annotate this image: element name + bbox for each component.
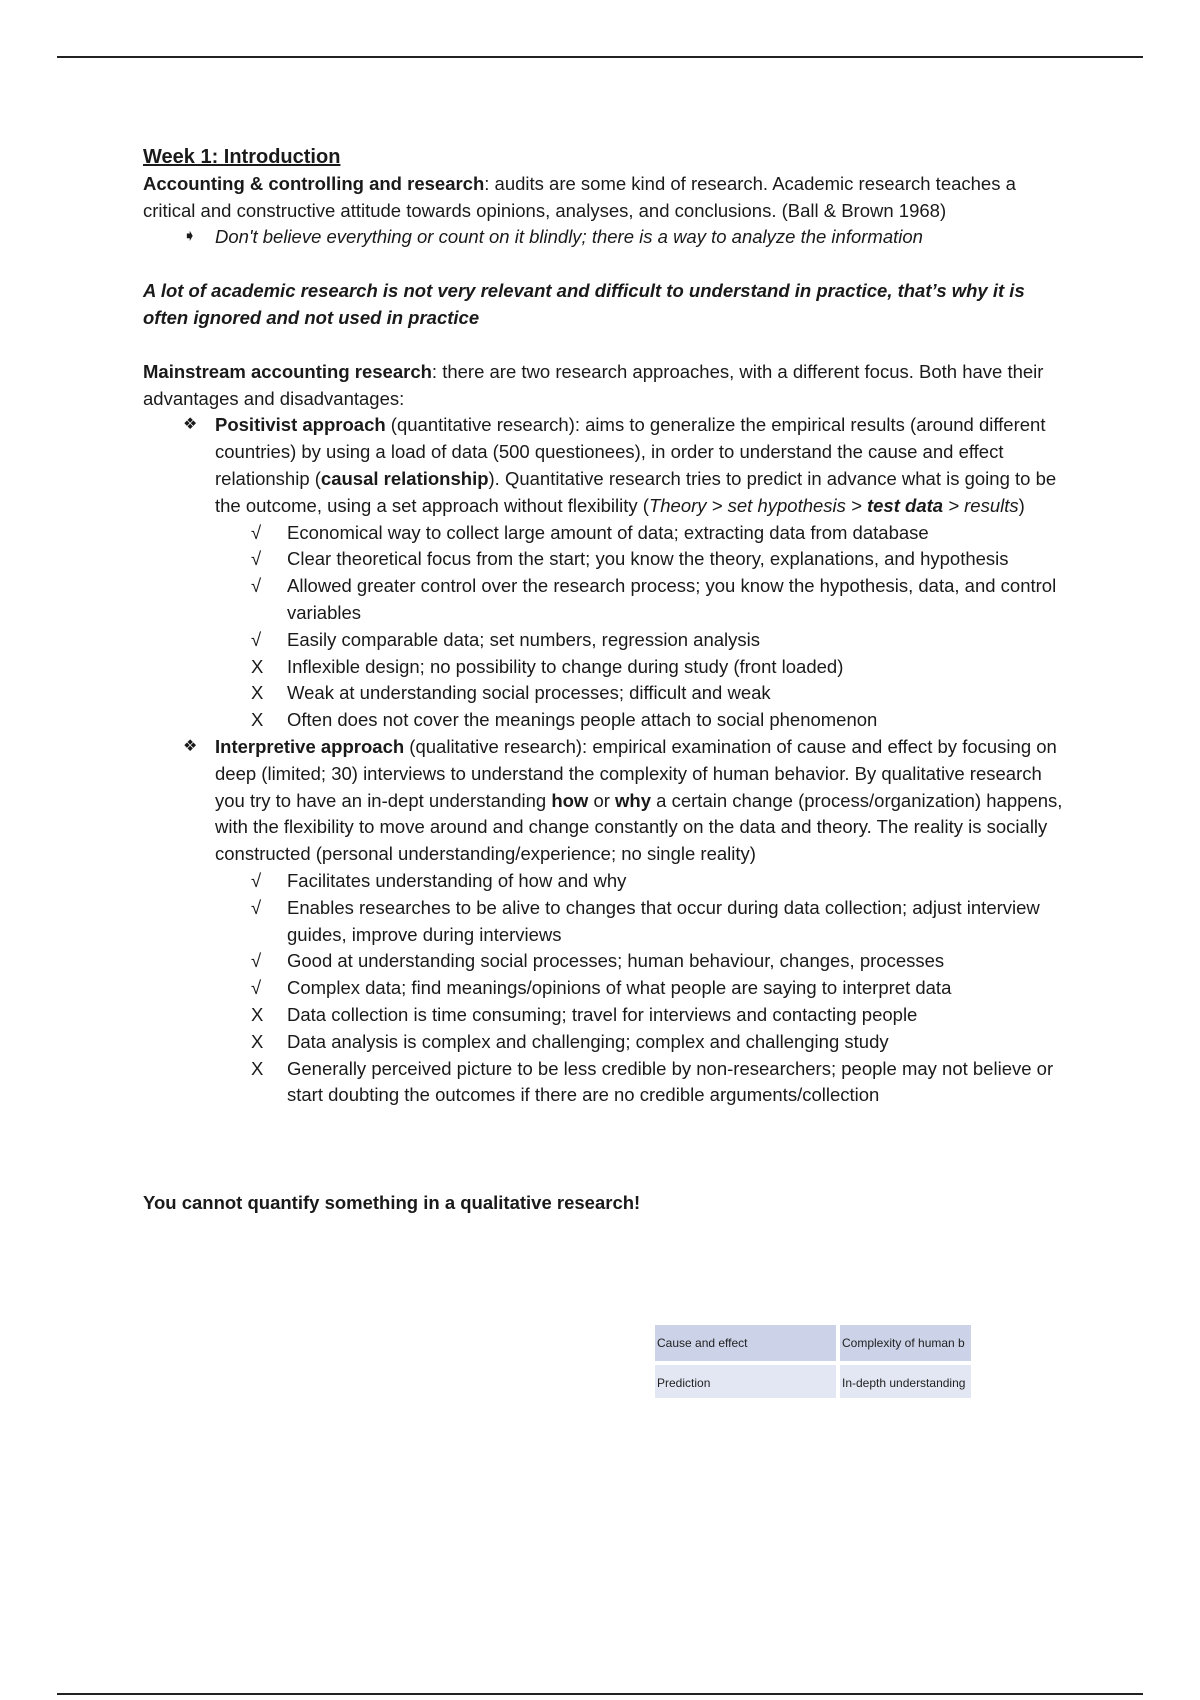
check-mark-icon: √ bbox=[251, 575, 262, 597]
cross-mark-icon: X bbox=[251, 1030, 264, 1052]
list-item: X Often does not cover the meanings people attach to social phenomenon bbox=[143, 707, 1063, 734]
list-item: √ Economical way to collect large amount of data; extracting data from database bbox=[143, 520, 1063, 547]
cross-mark-icon: X bbox=[251, 682, 264, 704]
check-mark-icon: √ bbox=[251, 628, 262, 650]
cross-mark-icon: X bbox=[251, 1003, 264, 1025]
intro-bullet-text: Don't believe everything or count on it blindly; there is a way to analyze the information bbox=[215, 226, 923, 248]
list-item: √ Allowed greater control over the research process; you know the hypothesis, data, and control variables bbox=[143, 573, 1063, 627]
list-item: √ Facilitates understanding of how and why bbox=[143, 868, 1063, 895]
table-cell: Prediction bbox=[655, 1365, 839, 1398]
list-item: √ Easily comparable data; set numbers, regression analysis bbox=[143, 627, 1063, 654]
table-cell: In-depth understanding bbox=[840, 1365, 971, 1398]
intro-text: : audits are some kind of research. Academic research teaches a critical and constructive attitude towards opinions, analyses, and conclusions. (Ball & Brown 1968) bbox=[143, 172, 1016, 221]
arrow-bullet-icon: ➧ bbox=[183, 228, 197, 246]
header-rule bbox=[57, 56, 1143, 58]
table-cell: Complexity of human b bbox=[842, 1336, 965, 1350]
mainstream-term: Mainstream accounting research bbox=[143, 360, 432, 382]
check-mark-icon: √ bbox=[251, 977, 262, 999]
list-item: √ Clear theoretical focus from the start; you know the theory, explanations, and hypothesis bbox=[143, 546, 1063, 573]
list-item: X Generally perceived picture to be less credible by non-researchers; people may not believe or start doubting the outcomes if there are no credible arguments/collection bbox=[143, 1056, 1063, 1110]
list-item: √ Enables researches to be alive to changes that occur during data collection; adjust interview guides, improve during interviews bbox=[143, 895, 1063, 949]
list-item: X Inflexible design; no possibility to change during study (front loaded) bbox=[143, 654, 1063, 681]
check-mark-icon: √ bbox=[251, 521, 262, 543]
footer-rule bbox=[57, 1693, 1143, 1695]
list-item: √ Complex data; find meanings/opinions of what people are saying to interpret data bbox=[143, 975, 1063, 1002]
check-mark-icon: √ bbox=[251, 950, 262, 972]
list-item: X Data collection is time consuming; travel for interviews and contacting people bbox=[143, 1002, 1063, 1029]
table-divider bbox=[836, 1317, 840, 1398]
diamond-bullet-icon: ❖ bbox=[183, 737, 198, 755]
intro-paragraph bbox=[143, 171, 1063, 225]
list-item: X Weak at understanding social processes; difficult and weak bbox=[143, 680, 1063, 707]
cross-mark-icon: X bbox=[251, 1057, 264, 1079]
list-item: X Data analysis is complex and challenging; complex and challenging study bbox=[143, 1029, 1063, 1056]
callout-text: You cannot quantify something in a qualitative research! bbox=[143, 1192, 641, 1214]
cross-mark-icon: X bbox=[251, 709, 264, 731]
mainstream-text: : there are two research approaches, with a different focus. Both have their advantages and disadvantages: bbox=[143, 360, 1044, 409]
interpretive-item bbox=[143, 734, 1063, 868]
check-mark-icon: √ bbox=[251, 896, 262, 918]
interpretive-text: Interpretive approach (qualitative research): empirical examination of cause and effect by focusing on deep (limited; 30) interviews to understand the complexity of human behavior. By qualitative research you try to have an in-dept understanding how or why a certain change (process/organization) happens, with the flexibility to move around and change constantly on the data and theory. The reality is socially constructed (personal understanding/experience; no single reality) bbox=[215, 735, 1063, 865]
table-cell: Cause and effect bbox=[657, 1336, 748, 1350]
document-body bbox=[143, 144, 1063, 1217]
mainstream-paragraph bbox=[143, 359, 1063, 413]
table-top-strip bbox=[655, 1317, 971, 1325]
comparison-table-snippet bbox=[655, 1317, 971, 1398]
diamond-bullet-icon: ❖ bbox=[183, 416, 198, 434]
check-mark-icon: √ bbox=[251, 548, 262, 570]
page-title: Week 1: Introduction bbox=[143, 146, 341, 168]
check-mark-icon: √ bbox=[251, 869, 262, 891]
intro-bullet bbox=[143, 224, 1063, 251]
list-item: √ Good at understanding social processes; human behaviour, changes, processes bbox=[143, 948, 1063, 975]
positivist-text: Positivist approach (quantitative research): aims to generalize the empirical results (around different countries) by using a load of data (500 questionees), in order to understand the cause and effect relationship (causal relationship). Quantitative research tries to predict in advance what is going to be the outcome, using a set approach without flexibility (Theory > set hypothesis > test data > results) bbox=[215, 414, 1057, 516]
positivist-item bbox=[143, 412, 1063, 519]
positivist-points bbox=[143, 520, 1063, 734]
interpretive-points bbox=[143, 868, 1063, 1109]
cross-mark-icon: X bbox=[251, 655, 264, 677]
intro-term: Accounting & controlling and research bbox=[143, 172, 485, 194]
emphasis-paragraph: A lot of academic research is not very relevant and difficult to understand in practice, that’s why it is often ignored and not used in practice bbox=[143, 280, 1025, 328]
